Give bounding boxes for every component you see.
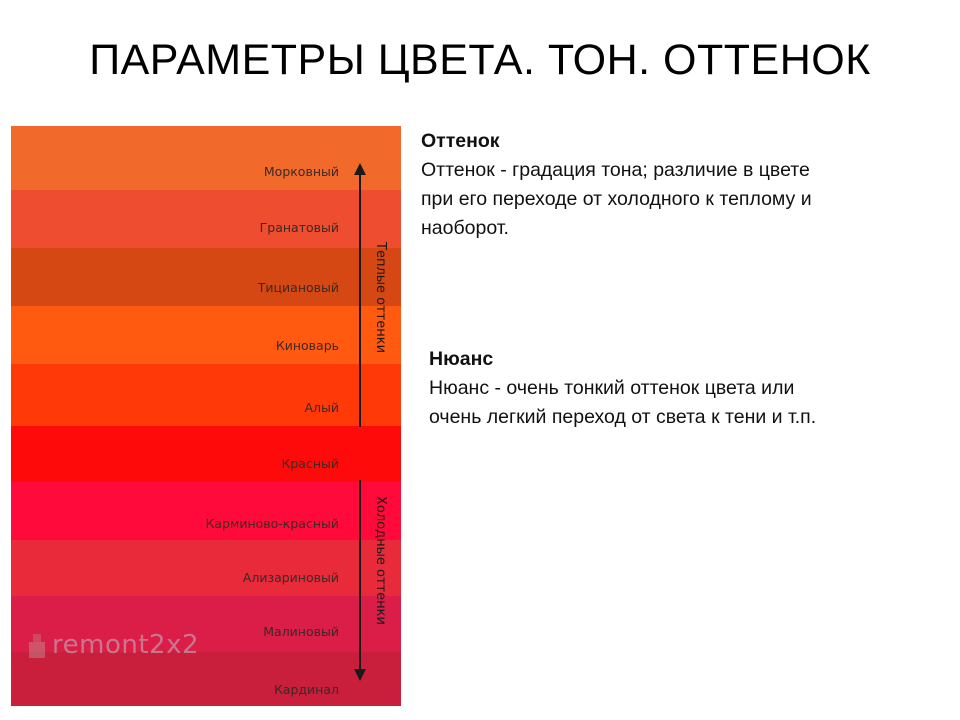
swatch-label: Гранатовый [259, 220, 339, 235]
swatch-label: Киноварь [275, 338, 339, 353]
cold-axis-line [359, 480, 361, 672]
cold-shades-label: Холодные оттенки [373, 496, 388, 625]
warm-axis-line [359, 173, 361, 427]
swatch-label: Морковный [263, 164, 339, 179]
nuance-definition [429, 345, 816, 432]
cold-arrow-head-icon [354, 669, 366, 681]
paint-bucket-icon [26, 632, 48, 660]
nuance-heading: Нюанс [429, 348, 494, 370]
hue-definition [421, 127, 812, 243]
swatch-garnet [11, 190, 401, 248]
watermark-text: remont2x2 [52, 630, 199, 660]
nuance-text-line: Нюанс - очень тонкий оттенок цвета или [429, 377, 795, 399]
swatch-label: Кардинал [273, 682, 339, 697]
swatch-label: Тициановый [257, 280, 339, 295]
swatch-label: Карминово-красный [205, 516, 339, 531]
hue-heading: Оттенок [421, 130, 500, 152]
swatch-scarlet [11, 364, 401, 426]
nuance-text-line: очень легкий переход от света к тени и т.п. [429, 406, 817, 428]
hue-text-line: Оттенок - градация тона; различие в цвете [421, 159, 810, 181]
swatch-label: Малиновый [263, 624, 339, 639]
swatch-titian [11, 248, 401, 306]
swatch-red [11, 426, 401, 482]
page-title: ПАРАМЕТРЫ ЦВЕТА. ТОН. ОТТЕНОК [89, 36, 871, 84]
warm-shades-label: Теплые оттенки [373, 242, 388, 354]
swatch-label: Ализариновый [242, 570, 339, 585]
swatch-carrot [11, 126, 401, 190]
swatch-label: Красный [281, 456, 339, 471]
swatch-carmine-red [11, 482, 401, 540]
swatch-cinnabar [11, 306, 401, 364]
hue-text-line: при его переходе от холодного к теплому и [421, 188, 812, 210]
swatch-alizarin [11, 540, 401, 596]
swatch-label: Алый [304, 400, 339, 415]
hue-text-line: наоборот. [421, 217, 509, 239]
watermark [26, 630, 199, 660]
swatch-cardinal [11, 652, 401, 706]
color-swatch-column [11, 126, 401, 706]
